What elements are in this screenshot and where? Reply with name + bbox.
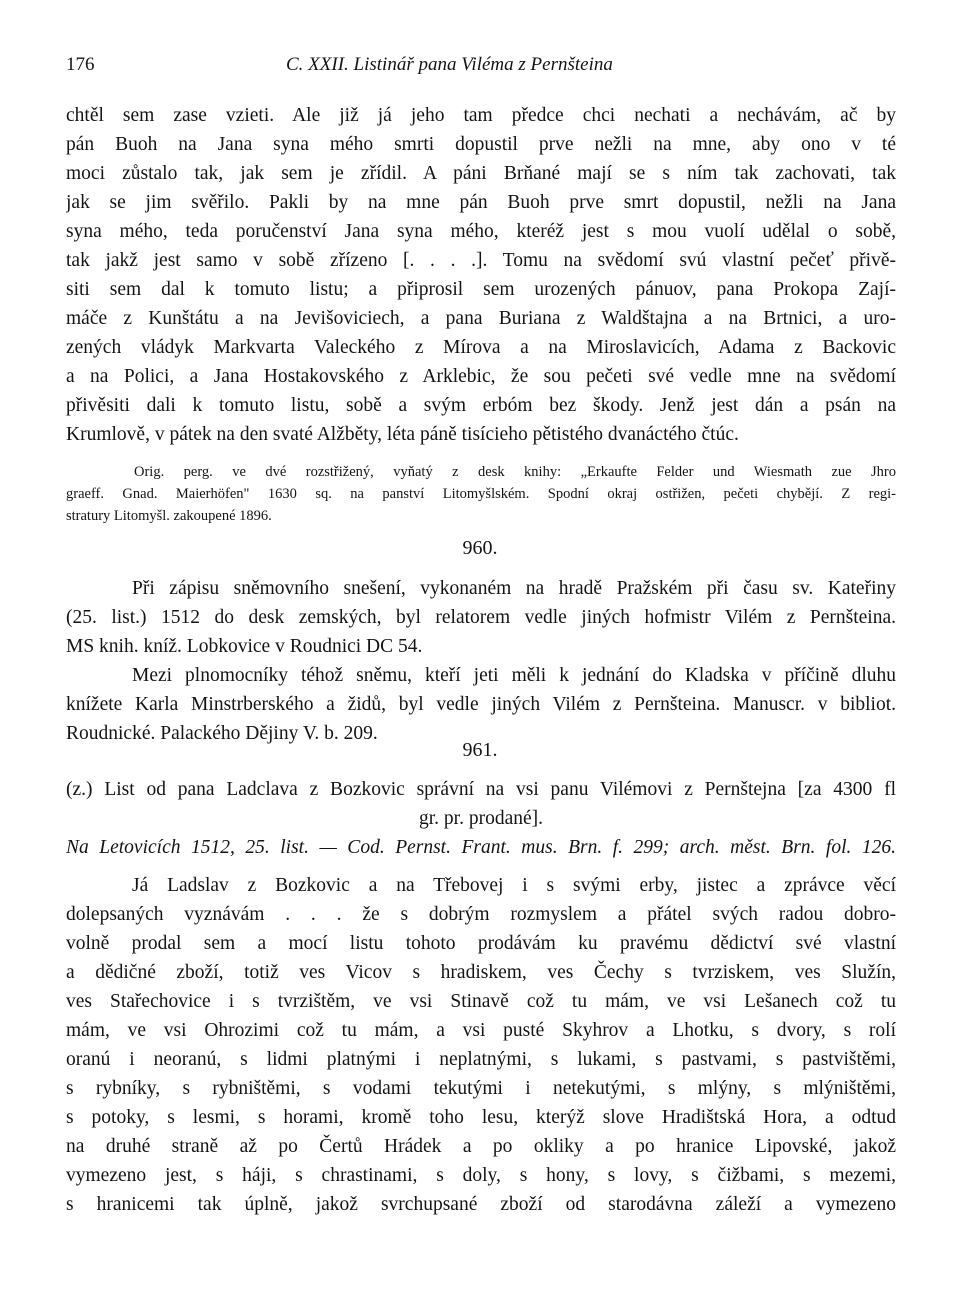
text-line: zených vládyk Markvarta Valeckého z Mírova a na Miroslavicích, Adama z Backovic <box>66 337 896 358</box>
text-line: Při zápisu sněmovního snešení, vykonaném na hradě Pražském při času sv. Kateřiny <box>132 578 896 599</box>
text-line: ves Stařechovice i s tvrzištěm, ve vsi Stinavě což tu mám, ve vsi Lešanech což tu <box>66 991 896 1012</box>
text-line: pán Buoh na Jana syna mého smrti dopustil prve nežli na mne, aby ono v té <box>66 134 896 155</box>
text-line: Mezi plnomocníky téhož sněmu, kteří jeti měli k jednání do Kladska v příčině dluhu <box>132 665 896 686</box>
text-line: dolepsaných vyznávám . . . že s dobrým rozmyslem a přátel svých radou dobro- <box>66 904 896 925</box>
text-line: a na Polici, a Jana Hostakovského z Arklebic, že sou pečeti své vedle mne na svědomí <box>66 366 896 387</box>
text-line: knížete Karla Minstrberského a židů, byl vedle jiných Vilém z Pernšteina. Manuscr. v bibliot. <box>66 694 896 715</box>
document-number-961: 961. <box>462 739 498 761</box>
text-line: volně prodal sem a mocí listu tohoto prodávám ku pravému dědictví své vlastní <box>66 933 896 954</box>
note-line: graeff. Gnad. Maierhöfen" 1630 sq. na panství Litomyšlském. Spodní okraj ostřižen, pečeti chybějí. Z regi- <box>66 486 896 502</box>
text-line: mám, ve vsi Ohrozimi což tu mám, a vsi pusté Skyhrov a Lhotku, s dvory, s rolí <box>66 1020 896 1041</box>
text-line: a dědičné zboží, totiž ves Vicov s hradiskem, ves Čechy s tvrziskem, ves Služín, <box>66 962 896 983</box>
text-line: chtěl sem zase vzieti. Ale již já jeho tam předce chci nechati a nechávám, ač by <box>66 105 896 126</box>
text-line: máče z Kunštátu a na Jevišoviciech, a pana Buriana z Waldštajna a na Brtnici, a uro- <box>66 308 896 329</box>
text-line: syna mého, teda poručenství Jana syna mého, kteréž jest s mou vuolí udělal o sobě, <box>66 221 896 242</box>
text-line: siti sem dal k tomuto listu; a připrosil sem urozených pánuov, pana Prokopa Zají- <box>66 279 896 300</box>
text-line: jak se jim svěřilo. Pakli by na mne pán Buoh prve smrt dopustil, nežli na Jana <box>66 192 896 213</box>
summary-line: (z.) List od pana Ladclava z Bozkovic správní na vsi panu Vilémovi z Pernštejna [za 4300 fl <box>66 779 896 800</box>
text-line: Roudnické. Palackého Dějiny V. b. 209. <box>66 723 378 744</box>
text-line: s potoky, s lesmi, s horami, kromě toho lesu, kterýž slove Hradištská Hora, a odtud <box>66 1107 896 1128</box>
archival-note <box>66 461 896 527</box>
text-line: moci zůstalo tak, jak sem je zřídil. A páni Brňané mají se s ním tak zachovati, tak <box>66 163 896 184</box>
text-line: Krumlově, v pátek na den svaté Alžběty, léta páně tisícieho pětistého dvanáctého čtúc. <box>66 424 739 445</box>
text-line: Já Ladslav z Bozkovic a na Třebovej i s svými erby, jistec a zprávce věcí <box>132 875 896 896</box>
text-line: s rybníky, s rybništěmi, s vodami tekutými i netekutými, s mlýny, s mlýništěmi, <box>66 1078 896 1099</box>
summary-line: gr. pr. prodané]. <box>418 808 543 829</box>
running-title: C. XXII. Listinář pana Viléma z Pernšteina <box>286 54 613 75</box>
text-line: na druhé straně až po Čertů Hrádek a po okliky a po hranice Lipovské, jakož <box>66 1136 896 1157</box>
note-line: stratury Litomyšl. zakoupené 1896. <box>66 508 272 524</box>
text-line: (25. list.) 1512 do desk zemských, byl relatorem vedle jiných hofmistr Vilém z Pernšteina. <box>66 607 896 628</box>
text-line: s hranicemi tak úplně, jakož svrchupsané zboží od starodávna záleží a vymezeno <box>66 1194 896 1215</box>
document-961-text <box>66 871 896 1219</box>
document-961-summary <box>66 775 896 862</box>
text-line: vymezeno jest, s háji, s chrastinami, s doly, s hony, s lovy, s čižbami, s mezemi, <box>66 1165 896 1186</box>
document-960-text <box>66 574 896 748</box>
note-line: Orig. perg. ve dvé rozstřižený, vyňatý z desk knihy: „Erkaufte Felder und Wiesmath zue Jhro <box>134 464 896 480</box>
text-line: tak jakž jest samo v sobě zřízeno [. . . .]. Tomu na svědomí svú vlastní pečeť přivě- <box>66 250 896 271</box>
text-line: MS knih. kníž. Lobkovice v Roudnici DC 54. <box>66 636 423 657</box>
document-number-960: 960. <box>462 537 498 559</box>
page-number: 176 <box>66 54 95 75</box>
text-line: přivěsiti dali k tomuto listu, sobě a svým erbóm bez škody. Jenž jest dán a psán na <box>66 395 896 416</box>
text-line: oranú i neoranú, s lidmi platnými i neplatnými, s lukami, s pastvami, s pastvištěmi, <box>66 1049 896 1070</box>
source-citation: Na Letovicích 1512, 25. list. — Cod. Pernst. Frant. mus. Brn. f. 299; arch. měst. Brn. fol. 126. <box>66 837 896 858</box>
page-header <box>66 54 896 84</box>
document-959-text <box>66 101 896 449</box>
